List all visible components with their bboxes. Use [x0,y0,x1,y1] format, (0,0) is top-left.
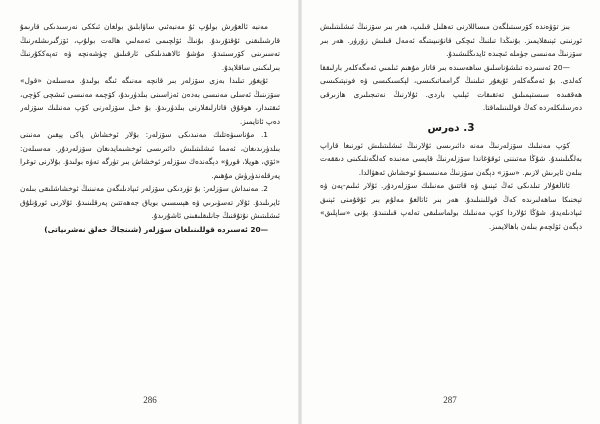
paragraph: ئۇيغۇر تىلىدا بەزى سۆزلەر بىر قانچە مەنىگە ئىگە بولىدۇ. مەسىلەن «قول» سۆزىنىڭ ئەسلى مەنىسى بەدەن ئەزاسىنى بىلدۈرىدۇ، كۆچمە مەنىسى ئىشچى كۈچى، ئىقتىدار، ھوقۇق قاتارلىقلارنى بىلدۈرىدۇ. بۇ خىل سۆزلەرنى كۆپ مەنىلىك سۆزلەر دەپ ئاتايمىز. [20,76,280,126]
paragraph: بىز تۆۋەندە كۆرسىتىلگەن مىساللارنى تەھلىل قىلىپ، ھەر بىر سۆزنىڭ ئىشلىتىلىش ئورنىنى ئېنىقلايمىز. بۇنىڭدا تىلنىڭ ئىچكى قانۇنىيىتىگە ئەمەل قىلىش زۆرۈر. ھەر بىر سۆزنىڭ مەنىسى جۈملە ئىچىدە ئايدىڭلىشىدۇ. [320,22,582,58]
book-gutter [298,0,302,424]
paragraph: ئاتالغۇلار تىلدىكى ئەڭ ئېنىق ۋە قاتتىق مەنىلىك سۆزلەردۇر. ئۇلار ئىلىم-پەن ۋە تېخنىكا ساھەلىرىدە كەڭ قوللىنىلىدۇ. ھەر بىر ئاتالغۇ مەلۇم بىر ئۇقۇمنى ئېنىق ئىپادىلەيدۇ، شۇڭا ئۇلاردا كۆپ مەنىلىك بولماسلىقى تەلەپ قىلىنىدۇ. بۇنى «ساپلىق» دېگەن ئۆلچەم بىلەن باھالايمىز. [320,181,582,231]
left-page [20,20,280,390]
paragraph: مەنبە ئالغۇرش بولۇپ ئۇ مەنبەئىي ساۋابلىق بولغان ئىككى نەرسىدىكى قارىمۇ قارشىلىقنى ئۇقتۇرىدۇ. بۇنىڭ ئۆلچىمى ئەمەلىي ھالەت بولۇپ، ئۆزگىرىشلەرنىڭ تەسىرىنى كۆرسىتىدۇ. مۇشۇ ئالاھىدىلىكى ئارقىلىق چۈشەنچە ۋە تەپەككۇرنىڭ بىرلىكىنى ساقلايدۇ. [20,22,280,72]
right-page [320,20,582,390]
paragraph: كۆپ مەنىلىك سۆزلەرنىڭ مەنە دائىرىسى ئۇلارنىڭ ئىشلىتىلىش ئورنىغا قاراپ بەلگىلىنىدۇ. شۇڭا مەتىننى ئوقۇغاندا سۆزلەرنىڭ قايسى مەنىدە كەلگەنلىكىنى دىققەت بىلەن ئايرىش لازىم. «سۆز» دېگەن سۆزنىڭ مەنىسىمۇ ئوخشاش ئەھۋالدا. [320,140,582,177]
right-page-text [320,20,582,115]
source-note: —20 ئەسىردە قوللىنىلغان سۆزلەر (شىنجاڭ خەلق نەشرىياتى) [44,224,268,234]
paragraph: 2. مەنىداش سۆزلەر: بۇ تۈردىكى سۆزلەر ئىپادىلىگەن مەنىنىڭ ئوخشاشلىقى بىلەن ئايرىلىدۇ. ئۇلار تەسۋىرىي ۋە ھېسسىي بوياق جەھەتتىن پەرقلىنىدۇ. ئۇلارنى ئورۇنلۇق ئىشلىتىش نۇتۇقنىڭ جانلىقلىقىنى ئاشۇرىدۇ. [20,184,280,220]
left-page-text [20,20,280,236]
page-number-right: 287 [443,395,457,405]
section-heading: 3. دەرس [427,121,475,134]
right-page-text-lower [320,139,582,234]
page-number-left: 286 [143,395,157,405]
paragraph: —20 ئەسىردە تىلشۇناسلىق ساھەسىدە بىر قاتار مۇھىم ئىلمىي ئەمگەكلەر بارلىققا كەلدى. بۇ ئەمگەكلەر ئۇيغۇر تىلىنىڭ گرامماتىكىسى، لېكسىكىسى ۋە فونېتىكىسى ھەققىدە سىستېمىلىق تەتقىقات ئېلىپ باردى. ئۇلارنىڭ نەتىجىلىرى ھازىرقى دەرسلىكلەردە كەڭ قوللىنىلماقتا. [320,62,582,112]
paragraph: 1. مۇناسىۋەتلىك مەنىدىكى سۆزلەر: بۇلار ئوخشاش ياكى يېقىن مەنىنى بىلدۈرىدىغان، ئەمما ئىشلىتىلىش دائىرىسى ئوخشىمايدىغان سۆزلەردۇر. مەسىلەن: «ئۆي، ھويلا، قورۇ» دېگەندەك سۆزلەر ئوخشاش بىر تۈرگە تەۋە بولىدۇ. بۇلارنى توغرا پەرقلەندۈرۈش مۇھىم. [20,130,280,180]
